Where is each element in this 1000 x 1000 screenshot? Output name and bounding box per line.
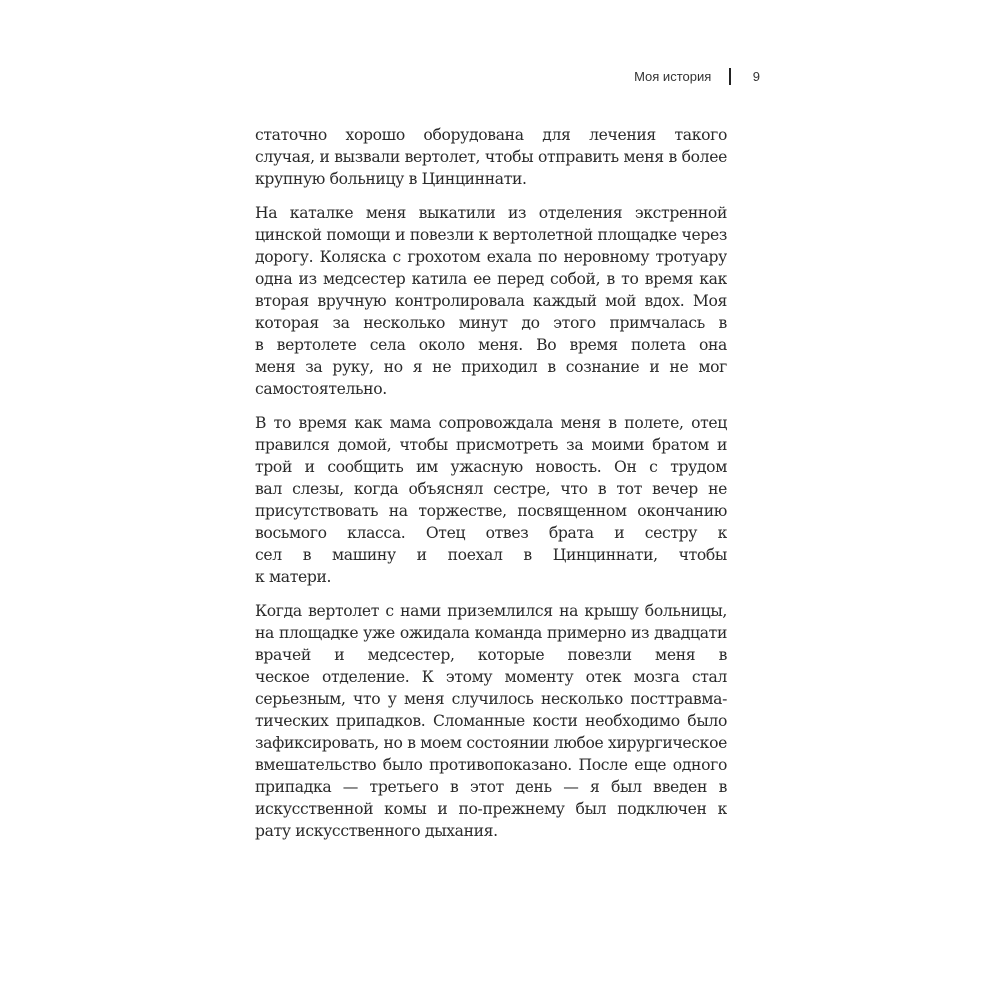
text-line: случая, и вызвали вертолет, чтобы отправить меня в более [255, 148, 727, 166]
text-line: к матери. [255, 568, 332, 586]
text-line: тических припадков. Сломанные кости необходимо было [255, 712, 727, 730]
text-line: цинской помощи и повезли к вертолетной площадке через [255, 226, 727, 244]
text-line: врачей и медсестер, которые повезли меня в [255, 646, 727, 664]
page-number: 9 [752, 68, 760, 84]
running-header [634, 66, 760, 86]
text-line: На каталке меня выкатили из отделения экстренной [255, 204, 727, 222]
text-line: статочно хорошо оборудована для лечения такого [255, 126, 727, 144]
text-line: Когда вертолет с нами приземлился на крышу больницы, [255, 602, 727, 620]
text-line: припадка — третьего в этот день — я был введен в [255, 778, 727, 796]
paragraph [255, 412, 727, 588]
text-line: сел в машину и поехал в Цинциннати, чтобы [255, 546, 727, 564]
paragraph [255, 124, 727, 190]
text-line: на площадке уже ожидала команда примерно из двадцати [255, 624, 727, 642]
text-line: присутствовать на торжестве, посвященном окончанию [255, 502, 727, 520]
text-line: рату искусственного дыхания. [255, 822, 498, 840]
text-line: трой и сообщить им ужасную новость. Он с трудом [255, 458, 727, 476]
text-line: дорогу. Коляска с грохотом ехала по неровному тротуару [255, 248, 727, 266]
text-line: правился домой, чтобы присмотреть за моими братом и [255, 436, 727, 454]
text-line: самостоятельно. [255, 380, 387, 398]
text-line: крупную больницу в Цинциннати. [255, 170, 527, 188]
paragraph [255, 202, 727, 400]
text-line: вмешательство было противопоказано. После еще одного [255, 756, 727, 774]
text-line: меня за руку, но я не приходил в сознание и не мог [255, 358, 727, 376]
running-title: Моя история [634, 68, 712, 84]
text-line: одна из медсестер катила ее перед собой, в то время как [255, 270, 727, 288]
body-text [255, 124, 727, 854]
text-line: искусственной комы и по-прежнему был подключен к [255, 800, 727, 818]
text-line: серьезным, что у меня случилось несколько посттравма- [255, 690, 727, 708]
text-line: в вертолете села около меня. Во время полета она [255, 336, 727, 354]
text-line: восьмого класса. Отец отвез брата и сестру к [255, 524, 727, 542]
text-line: В то время как мама сопровождала меня в полете, отец [255, 414, 727, 432]
text-line: зафиксировать, но в моем состоянии любое хирургическое [255, 734, 727, 752]
paragraph [255, 600, 727, 842]
text-line: которая за несколько минут до этого примчалась в [255, 314, 727, 332]
header-divider [729, 68, 731, 85]
text-line: вал слезы, когда объяснял сестре, что в тот вечер не [255, 480, 727, 498]
text-line: ческое отделение. К этому моменту отек мозга стал [255, 668, 727, 686]
text-line: вторая вручную контролировала каждый мой вдох. Моя [255, 292, 727, 310]
